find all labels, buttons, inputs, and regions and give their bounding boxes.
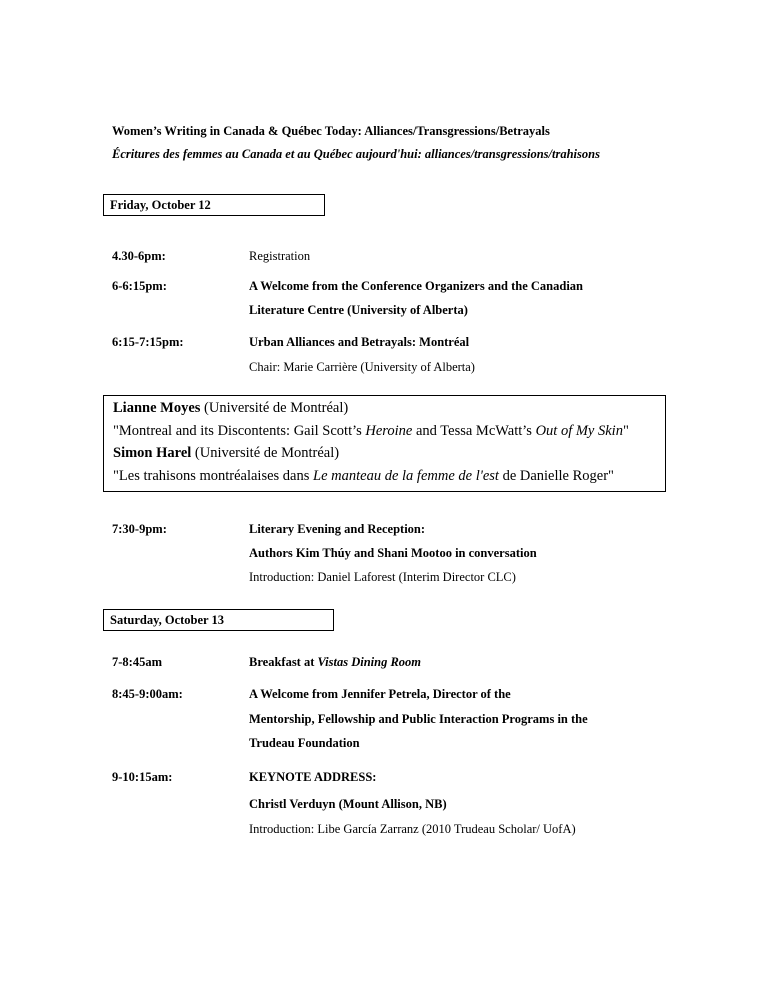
- panel-speaker-2: Simon Harel (Université de Montréal): [113, 445, 340, 461]
- event-sat-welcome-line2: Mentorship, Fellowship and Public Interaction Programs in the: [249, 712, 588, 726]
- panel-speaker-1: Lianne Moyes (Université de Montréal): [113, 400, 349, 416]
- panel-talk-1: "Montreal and its Discontents: Gail Scott’s Heroine and Tessa McWatt’s Out of My Skin": [113, 422, 629, 439]
- event-breakfast: Breakfast at Vistas Dining Room: [249, 655, 422, 669]
- event-keynote-intro: Introduction: Libe García Zarranz (2010 Trudeau Scholar/ UofA): [249, 822, 576, 836]
- time-urban: 6:15-7:15pm:: [112, 335, 184, 349]
- event-sat-welcome-line3: Trudeau Foundation: [249, 736, 360, 750]
- panel-talk-2: "Les trahisons montréalaises dans Le manteau de la femme de l'est de Danielle Roger": [113, 467, 614, 484]
- event-registration: Registration: [249, 249, 311, 263]
- event-sat-welcome-line1: A Welcome from Jennifer Petrela, Director of the: [249, 687, 511, 701]
- event-welcome-line2: Literature Centre (University of Alberta): [249, 303, 468, 317]
- event-welcome-line1: A Welcome from the Conference Organizers and the Canadian: [249, 279, 583, 293]
- day-label: Saturday, October 13: [110, 613, 225, 627]
- conference-title-en: Women’s Writing in Canada & Québec Today: Alliances/Transgressions/Betrayals: [112, 124, 550, 138]
- conference-title-fr: Écritures des femmes au Canada et au Québec aujourd'hui: alliances/transgressions/trahisons: [112, 147, 600, 161]
- event-urban-chair: Chair: Marie Carrière (University of Alberta): [249, 360, 475, 374]
- time-welcome: 6-6:15pm:: [112, 279, 167, 293]
- event-keynote-title: KEYNOTE ADDRESS:: [249, 770, 377, 784]
- event-literary-intro: Introduction: Daniel Laforest (Interim Director CLC): [249, 570, 516, 584]
- day-heading-saturday: [103, 609, 334, 631]
- event-keynote-speaker: Christl Verduyn (Mount Allison, NB): [249, 797, 447, 811]
- event-literary-line2: Authors Kim Thúy and Shani Mootoo in conversation: [249, 546, 537, 560]
- event-literary-line1: Literary Evening and Reception:: [249, 522, 426, 536]
- day-label: Friday, October 12: [110, 198, 211, 212]
- time-breakfast: 7-8:45am: [112, 655, 162, 669]
- time-registration: 4.30-6pm:: [112, 249, 166, 263]
- time-sat-welcome: 8:45-9:00am:: [112, 687, 183, 701]
- day-heading-friday: [103, 194, 325, 216]
- panel-box: [103, 395, 666, 492]
- event-urban-title: Urban Alliances and Betrayals: Montréal: [249, 335, 470, 349]
- time-literary: 7:30-9pm:: [112, 522, 167, 536]
- time-keynote: 9-10:15am:: [112, 770, 173, 784]
